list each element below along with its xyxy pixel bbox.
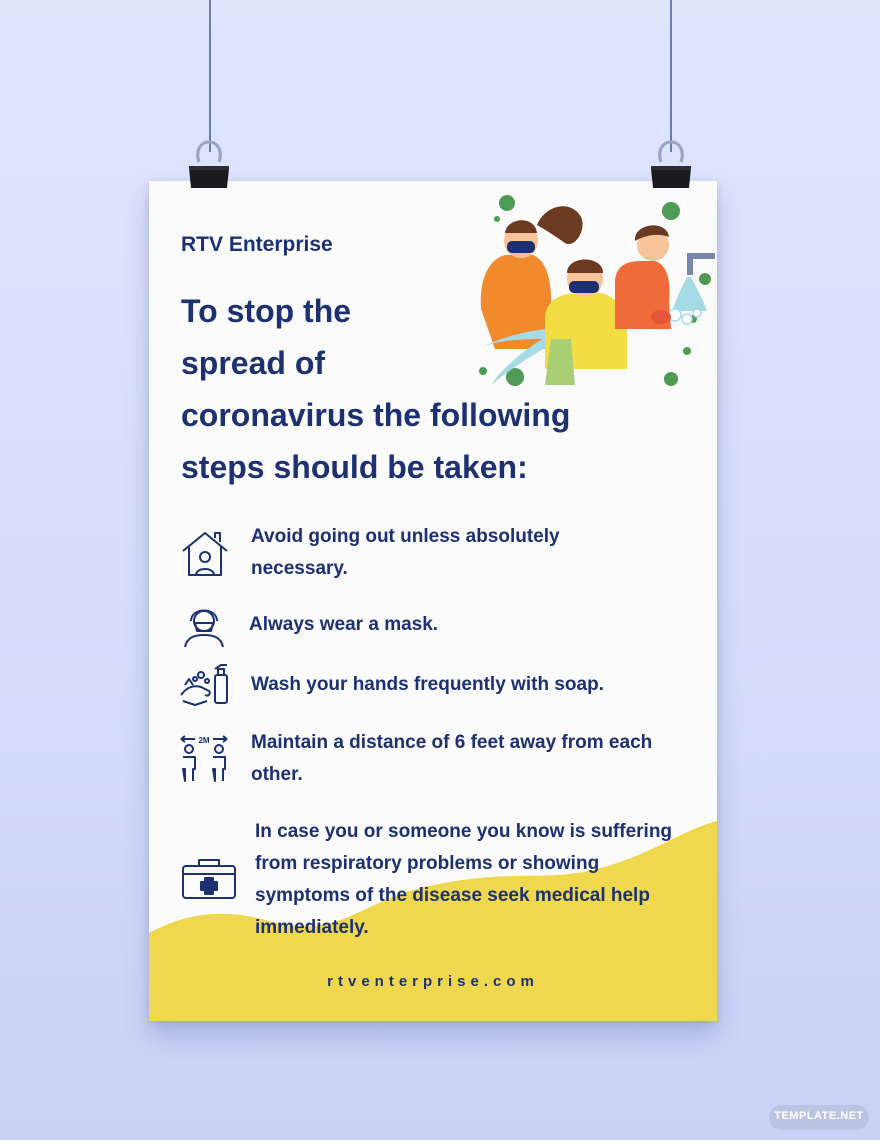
distance-label: 2M [198, 736, 210, 745]
first-aid-kit-icon [181, 856, 237, 900]
badge-label: TEMPLATE.NET [774, 1110, 864, 1122]
heading-line: spread of [181, 345, 326, 381]
step-text: Always wear a mask. [249, 614, 439, 635]
step-text: Wash your hands frequently with soap. [251, 674, 604, 695]
mask-icon [181, 603, 227, 649]
poster [149, 181, 717, 1021]
brand-name: RTV Enterprise [181, 233, 333, 256]
heading-line: steps should be taken: [181, 449, 528, 485]
heading-line: coronavirus the following [181, 397, 571, 433]
step-text: In case you or someone you know is suffering from respiratory problems or showing symptoms of the disease seek medical help immediately. [255, 821, 673, 938]
website-url[interactable]: rtventerprise.com [327, 973, 539, 990]
step-text: Maintain a distance of 6 feet away from each other. [251, 732, 653, 785]
binder-clip-left [187, 140, 231, 190]
hanging-string-right [670, 0, 672, 152]
people-cleaning-illustration [475, 189, 715, 399]
template-net-badge[interactable] [769, 1105, 869, 1130]
heading-line: To stop the [181, 293, 352, 329]
hanging-string-left [209, 0, 211, 152]
binder-clip-right [649, 140, 693, 190]
distance-icon [179, 733, 229, 783]
step-text: Avoid going out unless absolutely necessary. [251, 526, 560, 579]
house-icon [181, 529, 229, 577]
handwash-icon [179, 661, 229, 707]
